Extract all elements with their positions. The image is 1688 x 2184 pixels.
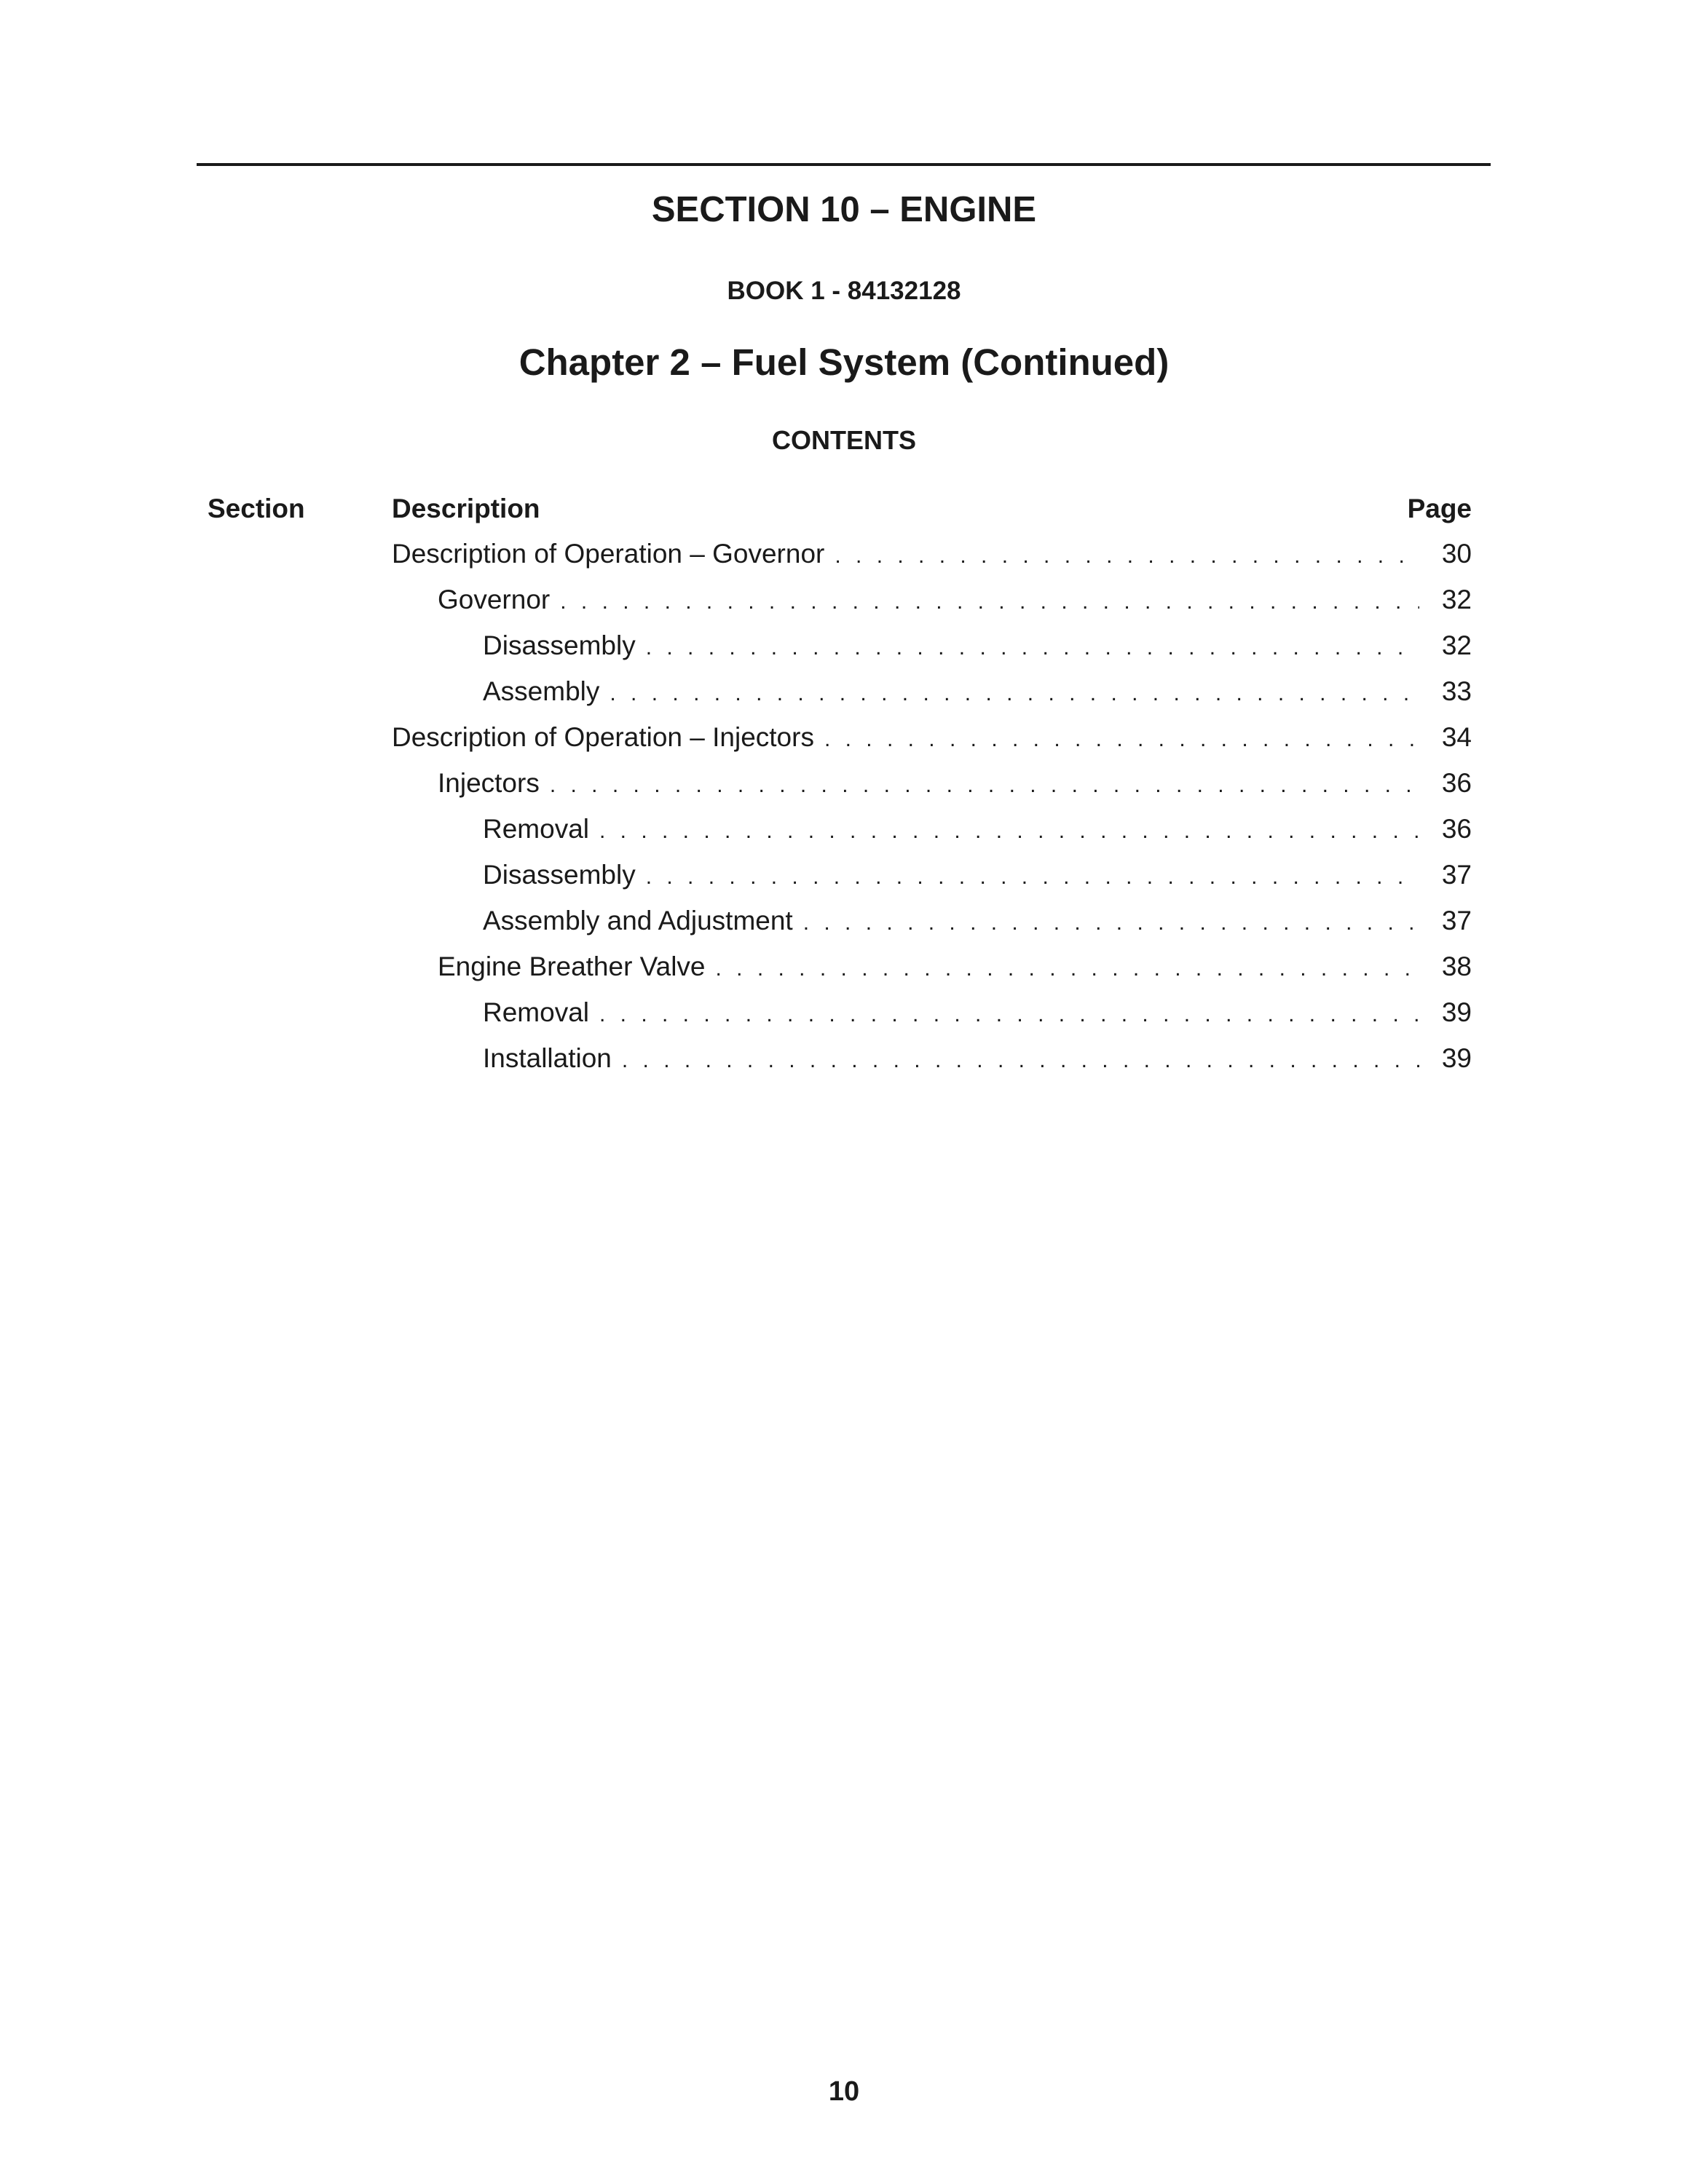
toc-entry-page: 39	[1441, 997, 1472, 1027]
toc-entry[interactable]	[392, 630, 1472, 676]
toc-entry-title: Removal	[483, 814, 599, 844]
dot-leader	[610, 681, 1419, 706]
toc-entry-page: 32	[1441, 585, 1472, 614]
table-of-contents	[392, 539, 1472, 1089]
toc-entry-title: Assembly	[483, 676, 610, 707]
toc-entry-page: 32	[1441, 630, 1472, 660]
toc-entry-page: 36	[1441, 768, 1472, 798]
section-title: SECTION 10 – ENGINE	[651, 190, 1037, 229]
contents-heading: CONTENTS	[772, 425, 916, 455]
dot-leader	[824, 727, 1419, 752]
toc-entry-title: Description of Operation – Governor	[392, 539, 835, 569]
toc-entry-title: Installation	[483, 1043, 622, 1074]
toc-entry[interactable]	[392, 585, 1472, 630]
toc-entry[interactable]	[392, 722, 1472, 768]
page-number: 10	[828, 2076, 860, 2107]
dot-leader	[599, 1002, 1419, 1027]
toc-entry-title: Disassembly	[483, 860, 646, 890]
toc-entry-title: Description of Operation – Injectors	[392, 722, 824, 753]
header-rule	[197, 163, 1491, 166]
column-header-section: Section	[208, 494, 305, 523]
toc-entry[interactable]	[392, 1043, 1472, 1089]
toc-entry[interactable]	[392, 768, 1472, 814]
book-number: BOOK 1 - 84132128	[727, 277, 961, 305]
toc-entry[interactable]	[392, 997, 1472, 1043]
toc-entry-title: Removal	[483, 997, 599, 1028]
toc-entry-title: Assembly and Adjustment	[483, 906, 803, 936]
dot-leader	[646, 865, 1419, 890]
toc-entry[interactable]	[392, 814, 1472, 860]
toc-entry[interactable]	[392, 539, 1472, 585]
dot-leader	[646, 636, 1419, 660]
toc-entry[interactable]	[392, 676, 1472, 722]
column-header-description: Description	[392, 494, 540, 523]
chapter-title: Chapter 2 – Fuel System (Continued)	[518, 341, 1170, 383]
toc-entry-page: 30	[1441, 539, 1472, 569]
toc-entry-page: 37	[1441, 860, 1472, 890]
toc-entry[interactable]	[392, 906, 1472, 951]
toc-entry-title: Disassembly	[483, 630, 646, 661]
toc-entry-page: 38	[1441, 951, 1472, 981]
toc-entry-page: 36	[1441, 814, 1472, 844]
toc-entry-title: Governor	[438, 585, 560, 615]
toc-entry-title: Injectors	[438, 768, 550, 799]
dot-leader	[803, 911, 1419, 935]
dot-leader	[560, 590, 1419, 614]
toc-entry-title: Engine Breather Valve	[438, 951, 716, 982]
toc-entry-page: 39	[1441, 1043, 1472, 1073]
toc-entry-page: 37	[1441, 906, 1472, 935]
toc-entry-page: 34	[1441, 722, 1472, 752]
toc-entry-page: 33	[1441, 676, 1472, 706]
dot-leader	[622, 1048, 1419, 1073]
dot-leader	[835, 544, 1419, 569]
column-header-page: Page	[1407, 494, 1472, 523]
dot-leader	[599, 819, 1419, 844]
toc-entry[interactable]	[392, 951, 1472, 997]
dot-leader	[550, 773, 1419, 798]
toc-entry[interactable]	[392, 860, 1472, 906]
dot-leader	[716, 957, 1420, 981]
